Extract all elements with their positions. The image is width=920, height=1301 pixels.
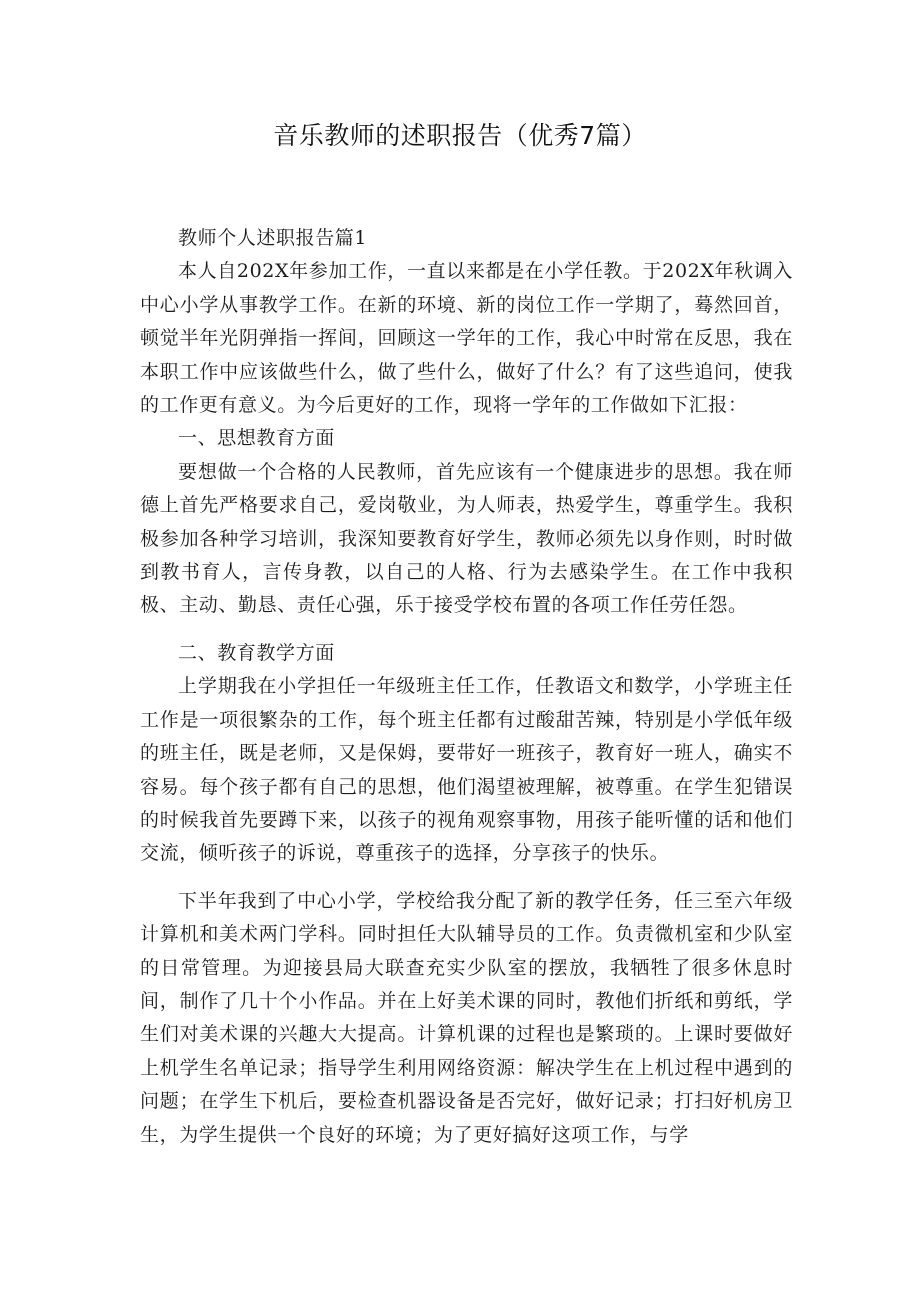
paragraph-second-semester: 下半年我到了中心小学，学校给我分配了新的教学任务，任三至六年级计算机和美术两门学科。同时担任大队辅导员的工作。负责微机室和少队室的日常管理。为迎接县局大联查充实少队室的摆放，我牺牲了很多休息时间，制作了几十个小作品。并在上好美术课的同时，教他们折纸和剪纸，学生们对美术课的兴趣大大提高。计算机课的过程也是繁琐的。上课时要做好上机学生名单记录；指导学生利用网络资源：解决学生在上机过程中遇到的问题；在学生下机后，要检查机器设备是否完好，做好记录；打扫好机房卫生，为学生提供一个良好的环境；为了更好搞好这项工作，与学 (140, 889, 793, 1146)
paragraph-first-semester: 上学期我在小学担任一年级班主任工作，任教语文和数学，小学班主任工作是一项很繁杂的工作，每个班主任都有过酸甜苦辣，特别是小学低年级的班主任，既是老师，又是保姆，要带好一班孩子，教育好一班人，确实不容易。每个孩子都有自己的思想，他们渴望被理解，被尊重。在学生犯错误的时候我首先要蹲下来，以孩子的视角观察事物，用孩子能听懂的话和他们交流，倾听孩子的诉说，尊重孩子的选择，分享孩子的快乐。 (140, 675, 793, 865)
document-body (140, 222, 793, 1152)
paragraph-ideology: 要想做一个合格的人民教师，首先应该有一个健康进步的思想。我在师德上首先严格要求自己，爱岗敬业，为人师表，热爱学生，尊重学生。我积极参加各种学习培训，我深知要教育好学生，教师必须先以身作则，时时做到教书育人，言传身教，以自己的人格、行为去感染学生。在工作中我积极、主动、勤恳、责任心强，乐于接受学校布置的各项工作任劳任怨。 (140, 460, 793, 617)
paragraph-intro: 本人自202X年参加工作，一直以来都是在小学任教。于202X年秋调入中心小学从事教学工作。在新的环境、新的岗位工作一学期了，蓦然回首，顿觉半年光阴弹指一挥间，回顾这一学年的工作，我心中时常在反思，我在本职工作中应该做些什么，做了些什么，做好了什么？有了这些追问，使我的工作更有意义。为今后更好的工作，现将一学年的工作做如下汇报： (140, 260, 793, 417)
subheading-teaching: 二、教育教学方面 (178, 641, 335, 664)
document-title: 音乐教师的述职报告（优秀7篇） (273, 121, 647, 150)
section-heading: 教师个人述职报告篇1 (178, 227, 368, 249)
subheading-ideology: 一、思想教育方面 (178, 427, 335, 450)
